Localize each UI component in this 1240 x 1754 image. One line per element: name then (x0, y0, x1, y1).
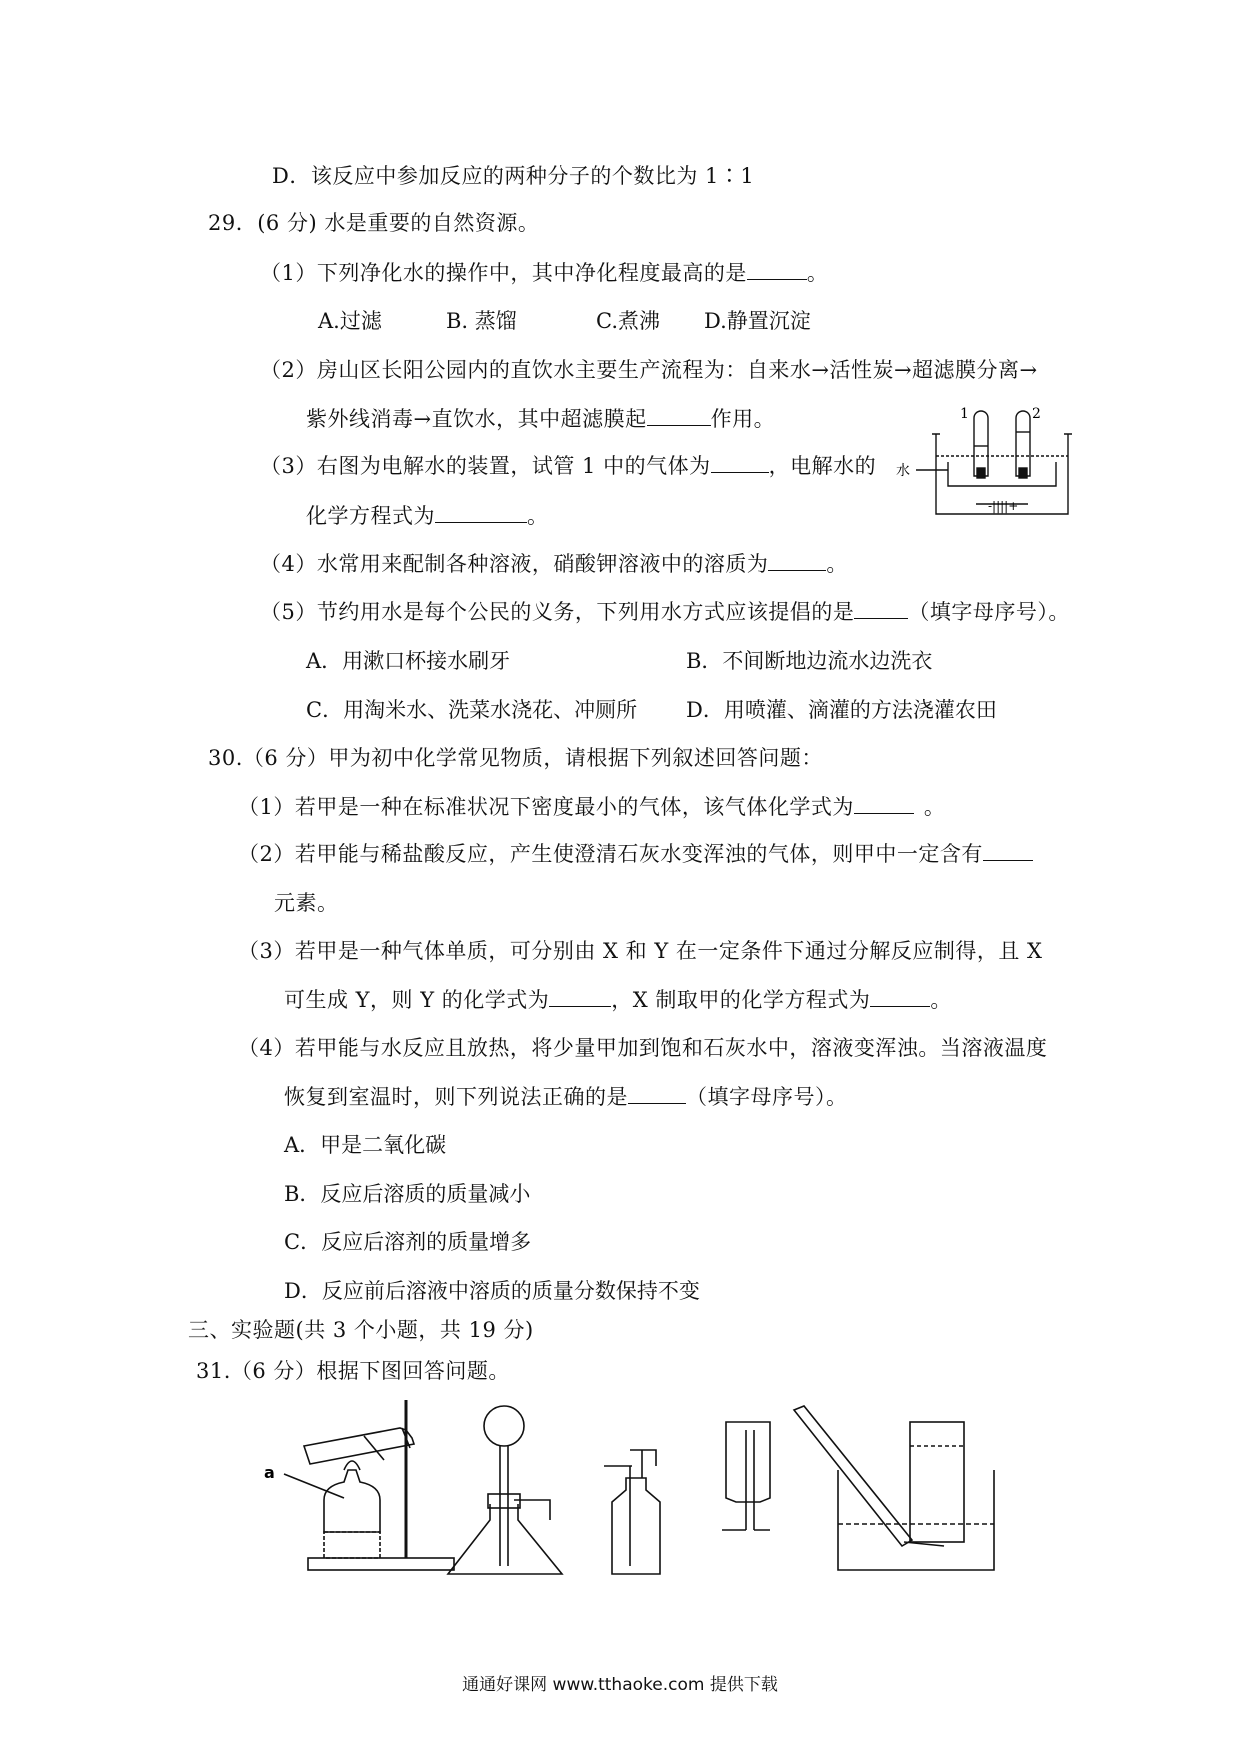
q29-4-text: （4）水常用来配制各种溶液，硝酸钾溶液中的溶质为 (260, 552, 769, 576)
answer-blank[interactable] (628, 1083, 686, 1104)
punct: 。 (527, 504, 549, 528)
punct: 。 (826, 552, 848, 576)
q30-3-line-b (284, 986, 952, 1014)
q29-1-option-d: D.静置沉淀 (704, 309, 811, 333)
q29-5-line (260, 598, 1070, 626)
q30-4-option-c: C．反应后溶剂的质量增多 (284, 1230, 532, 1254)
answer-blank[interactable] (549, 986, 611, 1007)
q29-1-option-a: A.过滤 (318, 309, 382, 333)
q29-5-option-b: B．不间断地边流水边洗衣 (686, 649, 933, 673)
q28-option-d: D．该反应中参加反应的两种分子的个数比为 1∶1 (272, 164, 755, 188)
battery-label: -||||+ (988, 499, 1019, 513)
q29-3-text-end: ，电解水的 (768, 454, 877, 478)
label-a: a (264, 1463, 275, 1482)
electrolysis-apparatus-figure (888, 404, 1078, 524)
q30-2-text: （2）若甲能与稀盐酸反应，产生使澄清石灰水变浑浊的气体，则甲中一定含有 (238, 842, 983, 866)
q30-3-line-a: （3）若甲是一种气体单质，可分别由 X 和 Y 在一定条件下通过分解反应制得，且 X (238, 939, 1043, 963)
punct: 。 (806, 261, 829, 285)
tube-1-label: 1 (960, 406, 969, 422)
q29-1-line (260, 259, 828, 287)
inverted-bottle-apparatus (722, 1422, 770, 1530)
q30-4-line-b (284, 1083, 848, 1111)
footer-text: 通通好课网 www.tthaoke.com 提供下载 (462, 1675, 778, 1695)
q29-3-text-b: 化学方程式为 (306, 504, 435, 528)
q30-2-line-a (238, 840, 1033, 868)
tube-2-label: 2 (1032, 406, 1041, 422)
water-trough-apparatus (794, 1406, 994, 1570)
q31-heading: 31.（6 分）根据下图回答问题。 (196, 1359, 510, 1383)
q30-3-text-mid: ，X 制取甲的化学方程式为 (611, 988, 871, 1012)
answer-blank[interactable] (435, 502, 527, 523)
q30-1-text: （1）若甲是一种在标准状况下密度最小的气体，该气体化学式为 (238, 795, 854, 819)
answer-blank[interactable] (854, 793, 914, 814)
lab-apparatus-figure (264, 1390, 1064, 1590)
gas-bottle-apparatus (604, 1450, 660, 1574)
q29-5-text: （5）节约用水是每个公民的义务，下列用水方式应该提倡的是 (260, 600, 855, 624)
answer-blank[interactable] (747, 259, 807, 280)
answer-blank[interactable] (768, 550, 826, 571)
answer-blank[interactable] (870, 986, 930, 1007)
water-label: 水 (896, 463, 910, 479)
q29-4-line (260, 550, 848, 578)
q29-5-text-end: （填字母序号）。 (908, 600, 1070, 624)
answer-blank[interactable] (711, 452, 769, 473)
flask-apparatus (448, 1406, 562, 1574)
q29-5-option-a: A．用漱口杯接水刷牙 (306, 649, 511, 673)
q29-3-line-a (260, 452, 876, 480)
q30-4-option-b: B．反应后溶质的质量减小 (284, 1182, 531, 1206)
answer-blank[interactable] (647, 405, 711, 426)
q30-2-line-b: 元素。 (274, 891, 339, 915)
punct: 。 (930, 988, 952, 1012)
q29-2-line-a: （2）房山区长阳公园内的直饮水主要生产流程为：自来水→活性炭→超滤膜分离→ (260, 358, 1038, 382)
q30-4-option-a: A．甲是二氧化碳 (284, 1133, 447, 1157)
punct: 。 (923, 795, 946, 819)
q29-5-option-d: D．用喷灌、滴灌的方法浇灌农田 (686, 698, 997, 722)
q30-1-line (238, 793, 945, 821)
q29-2-text: 紫外线消毒→直饮水，其中超滤膜起 (306, 407, 647, 431)
q29-3-text: （3）右图为电解水的装置，试管 1 中的气体为 (260, 454, 711, 478)
q30-4-text-end: （填字母序号）。 (686, 1085, 848, 1109)
q29-2-line-b (306, 405, 775, 433)
q30-heading: 30.（6 分）甲为初中化学常见物质，请根据下列叙述回答问题： (208, 746, 823, 770)
answer-blank[interactable] (854, 598, 908, 619)
q30-4-line-a: （4）若甲能与水反应且放热，将少量甲加到饱和石灰水中，溶液变浑浊。当溶液温度 (238, 1036, 1048, 1060)
q30-4-text: 恢复到室温时，则下列说法正确的是 (284, 1085, 628, 1109)
q30-3-text: 可生成 Y，则 Y 的化学式为 (284, 988, 550, 1012)
q29-1-text: （1）下列净化水的操作中，其中净化程度最高的是 (260, 261, 747, 285)
answer-blank[interactable] (983, 840, 1033, 861)
q29-5-option-c: C．用淘米水、洗菜水浇花、冲厕所 (306, 698, 638, 722)
q30-4-option-d: D．反应前后溶液中溶质的质量分数保持不变 (284, 1279, 700, 1303)
q29-1-option-c: C.煮沸 (596, 309, 660, 333)
q29-1-option-b: B. 蒸馏 (446, 309, 517, 333)
heating-apparatus (284, 1400, 454, 1570)
q29-2-text-end: 作用。 (710, 407, 776, 431)
section-3-heading: 三、实验题(共 3 个小题，共 19 分) (188, 1318, 534, 1342)
q29-heading: 29．(6 分) 水是重要的自然资源。 (208, 211, 540, 235)
q29-3-line-b (306, 502, 549, 530)
